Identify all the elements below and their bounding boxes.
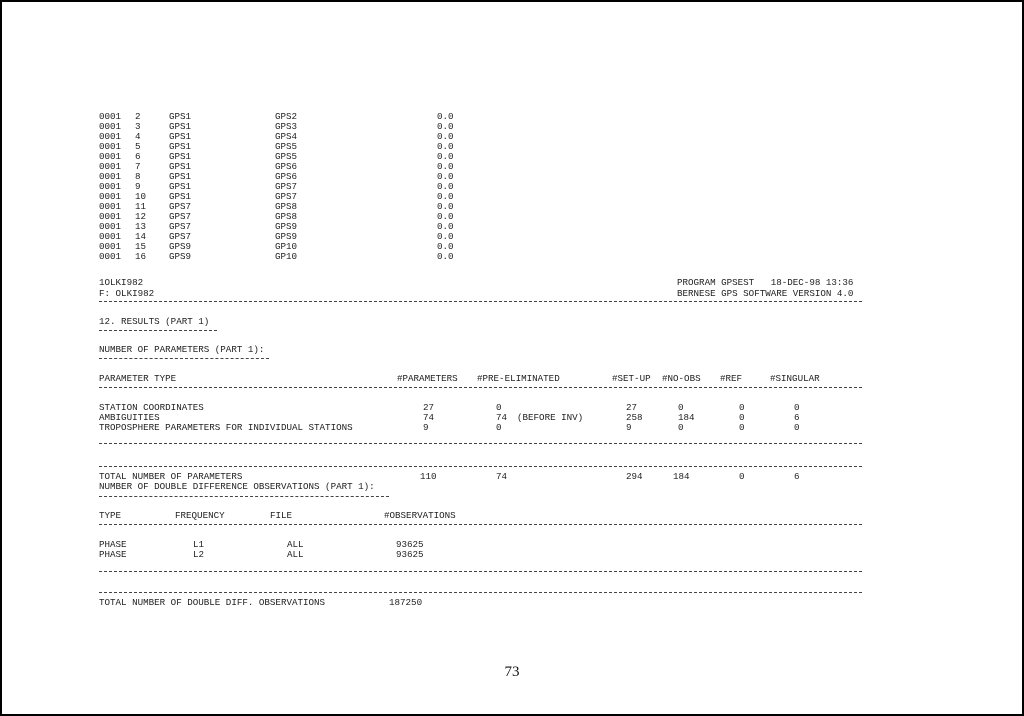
from-station-cell: GPS7 [169, 211, 192, 222]
param-col-parameters: #PARAMETERS [397, 373, 458, 384]
document-page [2, 2, 1022, 714]
obs-col-file: FILE [270, 510, 293, 521]
param-pre-cell: 0 [496, 422, 502, 433]
param-ref-cell: 0 [739, 412, 745, 423]
param-setup-cell: 258 [626, 412, 643, 423]
param-total-singular: 6 [794, 471, 800, 482]
param-type-cell: STATION COORDINATES [99, 402, 204, 413]
param-rows-divider [99, 443, 862, 444]
param-count-cell: 74 [423, 412, 435, 423]
to-station-cell: GP10 [275, 241, 298, 252]
value-cell: 0.0 [437, 171, 454, 182]
value-cell: 0.0 [437, 121, 454, 132]
to-station-cell: GPS8 [275, 211, 298, 222]
baseline-number-cell: 8 [135, 171, 141, 182]
obs-heading-underline [99, 496, 389, 497]
obs-total-label: TOTAL NUMBER OF DOUBLE DIFF. OBSERVATIONS [99, 597, 326, 608]
param-type-cell: TROPOSPHERE PARAMETERS FOR INDIVIDUAL STATIONS [99, 422, 353, 433]
title-underline [99, 330, 217, 331]
from-station-cell: GPS1 [169, 171, 192, 182]
session-cell: 0001 [99, 221, 122, 232]
from-station-cell: GPS7 [169, 221, 192, 232]
to-station-cell: GPS7 [275, 181, 298, 192]
to-station-cell: GPS5 [275, 141, 298, 152]
from-station-cell: GPS9 [169, 241, 192, 252]
to-station-cell: GPS4 [275, 131, 298, 142]
divider [99, 301, 862, 302]
baseline-number-cell: 14 [135, 231, 147, 242]
param-count-cell: 9 [423, 422, 429, 433]
obs-frequency-cell: L2 [193, 549, 205, 560]
baseline-number-cell: 13 [135, 221, 147, 232]
param-pre-cell: 0 [496, 402, 502, 413]
from-station-cell: GPS1 [169, 151, 192, 162]
to-station-cell: GPS2 [275, 111, 298, 122]
session-cell: 0001 [99, 181, 122, 192]
param-row [99, 403, 862, 413]
from-station-cell: GPS7 [169, 201, 192, 212]
obs-total-divider [99, 592, 862, 593]
page-number: 73 [504, 664, 520, 680]
param-total-noobs: 184 [673, 471, 690, 482]
param-total-ref: 0 [739, 471, 745, 482]
param-header-divider [99, 387, 862, 388]
param-note-cell: (BEFORE INV) [517, 412, 584, 423]
param-count-cell: 27 [423, 402, 435, 413]
value-cell: 0.0 [437, 151, 454, 162]
param-pre-cell: 74 [496, 412, 508, 423]
baseline-number-cell: 2 [135, 111, 141, 122]
param-col-type: PARAMETER TYPE [99, 373, 177, 384]
baseline-number-cell: 10 [135, 191, 147, 202]
param-total-row [99, 452, 862, 482]
param-total-pre: 74 [496, 471, 508, 482]
session-cell: 0001 [99, 251, 122, 262]
value-cell: 0.0 [437, 201, 454, 212]
param-noobs-cell: 0 [678, 402, 684, 413]
value-cell: 0.0 [437, 241, 454, 252]
obs-file-cell: ALL [287, 539, 304, 550]
obs-col-type: TYPE [99, 510, 122, 521]
from-station-cell: GPS1 [169, 121, 192, 132]
param-col-pre-eliminated: #PRE-ELIMINATED [477, 373, 560, 384]
session-cell: 0001 [99, 111, 122, 122]
program-info: PROGRAM GPSEST 18-DEC-98 13:36 [677, 277, 854, 288]
from-station-cell: GPS1 [169, 131, 192, 142]
to-station-cell: GPS3 [275, 121, 298, 132]
session-cell: 0001 [99, 121, 122, 132]
from-station-cell: GPS1 [169, 111, 192, 122]
to-station-cell: GPS7 [275, 191, 298, 202]
session-cell: 0001 [99, 141, 122, 152]
obs-observations-cell: 93625 [396, 539, 424, 550]
session-cell: 0001 [99, 131, 122, 142]
session-cell: 0001 [99, 161, 122, 172]
obs-rows-divider [99, 571, 862, 572]
session-cell: 0001 [99, 241, 122, 252]
obs-frequency-cell: L1 [193, 539, 205, 550]
obs-file-cell: ALL [287, 549, 304, 560]
param-singular-cell: 0 [794, 422, 800, 433]
params-heading-underline [99, 358, 269, 359]
to-station-cell: GPS5 [275, 151, 298, 162]
obs-total-observations: 187250 [389, 597, 423, 608]
obs-row [99, 540, 862, 550]
param-col-ref: #REF [720, 373, 743, 384]
param-col-noobs: #NO-OBS [662, 373, 701, 384]
value-cell: 0.0 [437, 221, 454, 232]
obs-row [99, 550, 862, 560]
param-total-divider [99, 466, 862, 467]
to-station-cell: GPS6 [275, 171, 298, 182]
param-row [99, 423, 862, 433]
params-heading: NUMBER OF PARAMETERS (PART 1): [99, 344, 265, 355]
param-ref-cell: 0 [739, 422, 745, 433]
session-cell: 0001 [99, 171, 122, 182]
obs-col-frequency: FREQUENCY [175, 510, 225, 521]
param-singular-cell: 0 [794, 402, 800, 413]
param-total-setup: 294 [626, 471, 643, 482]
value-cell: 0.0 [437, 161, 454, 172]
baseline-number-cell: 11 [135, 201, 147, 212]
obs-observations-cell: 93625 [396, 549, 424, 560]
to-station-cell: GPS6 [275, 161, 298, 172]
value-cell: 0.0 [437, 111, 454, 122]
from-station-cell: GPS1 [169, 161, 192, 172]
baseline-number-cell: 5 [135, 141, 141, 152]
param-col-setup: #SET-UP [612, 373, 651, 384]
param-rows [99, 403, 862, 435]
baseline-number-cell: 16 [135, 251, 147, 262]
value-cell: 0.0 [437, 231, 454, 242]
obs-rows [99, 540, 862, 562]
param-singular-cell: 6 [794, 412, 800, 423]
param-col-singular: #SINGULAR [770, 373, 820, 384]
software-version: BERNESE GPS SOFTWARE VERSION 4.0 [677, 288, 854, 299]
file-id: F: OLKI982 [99, 288, 155, 299]
value-cell: 0.0 [437, 131, 454, 142]
param-setup-cell: 27 [626, 402, 638, 413]
param-noobs-cell: 184 [678, 412, 695, 423]
to-station-cell: GPS8 [275, 201, 298, 212]
baseline-number-cell: 6 [135, 151, 141, 162]
obs-type-cell: PHASE [99, 549, 127, 560]
baseline-number-cell: 7 [135, 161, 141, 172]
from-station-cell: GPS1 [169, 181, 192, 192]
session-cell: 0001 [99, 211, 122, 222]
session-cell: 0001 [99, 231, 122, 242]
value-cell: 0.0 [437, 191, 454, 202]
to-station-cell: GP10 [275, 251, 298, 262]
obs-col-observations: #OBSERVATIONS [384, 510, 456, 521]
param-setup-cell: 9 [626, 422, 632, 433]
baseline-number-cell: 4 [135, 131, 141, 142]
from-station-cell: GPS1 [169, 191, 192, 202]
param-total-parameters: 110 [420, 471, 437, 482]
value-cell: 0.0 [437, 211, 454, 222]
value-cell: 0.0 [437, 141, 454, 152]
session-cell: 0001 [99, 151, 122, 162]
section-title: 12. RESULTS (PART 1) [99, 316, 210, 327]
param-ref-cell: 0 [739, 402, 745, 413]
obs-type-cell: PHASE [99, 539, 127, 550]
param-noobs-cell: 0 [678, 422, 684, 433]
obs-heading: NUMBER OF DOUBLE DIFFERENCE OBSERVATIONS (PART 1): [99, 481, 375, 492]
job-id: 1OLKI982 [99, 277, 144, 288]
baseline-number-cell: 3 [135, 121, 141, 132]
from-station-cell: GPS9 [169, 251, 192, 262]
session-cell: 0001 [99, 191, 122, 202]
obs-total-row [99, 578, 862, 608]
session-cell: 0001 [99, 201, 122, 212]
param-type-cell: AMBIGUITIES [99, 412, 160, 423]
baseline-number-cell: 12 [135, 211, 147, 222]
value-cell: 0.0 [437, 251, 454, 262]
to-station-cell: GPS9 [275, 231, 298, 242]
value-cell: 0.0 [437, 181, 454, 192]
to-station-cell: GPS9 [275, 221, 298, 232]
baseline-number-cell: 9 [135, 181, 141, 192]
baseline-number-cell: 15 [135, 241, 147, 252]
baseline-row [99, 252, 499, 262]
from-station-cell: GPS7 [169, 231, 192, 242]
param-total-label: TOTAL NUMBER OF PARAMETERS [99, 471, 243, 482]
obs-header-divider [99, 524, 862, 525]
baseline-list [99, 112, 499, 262]
from-station-cell: GPS1 [169, 141, 192, 152]
